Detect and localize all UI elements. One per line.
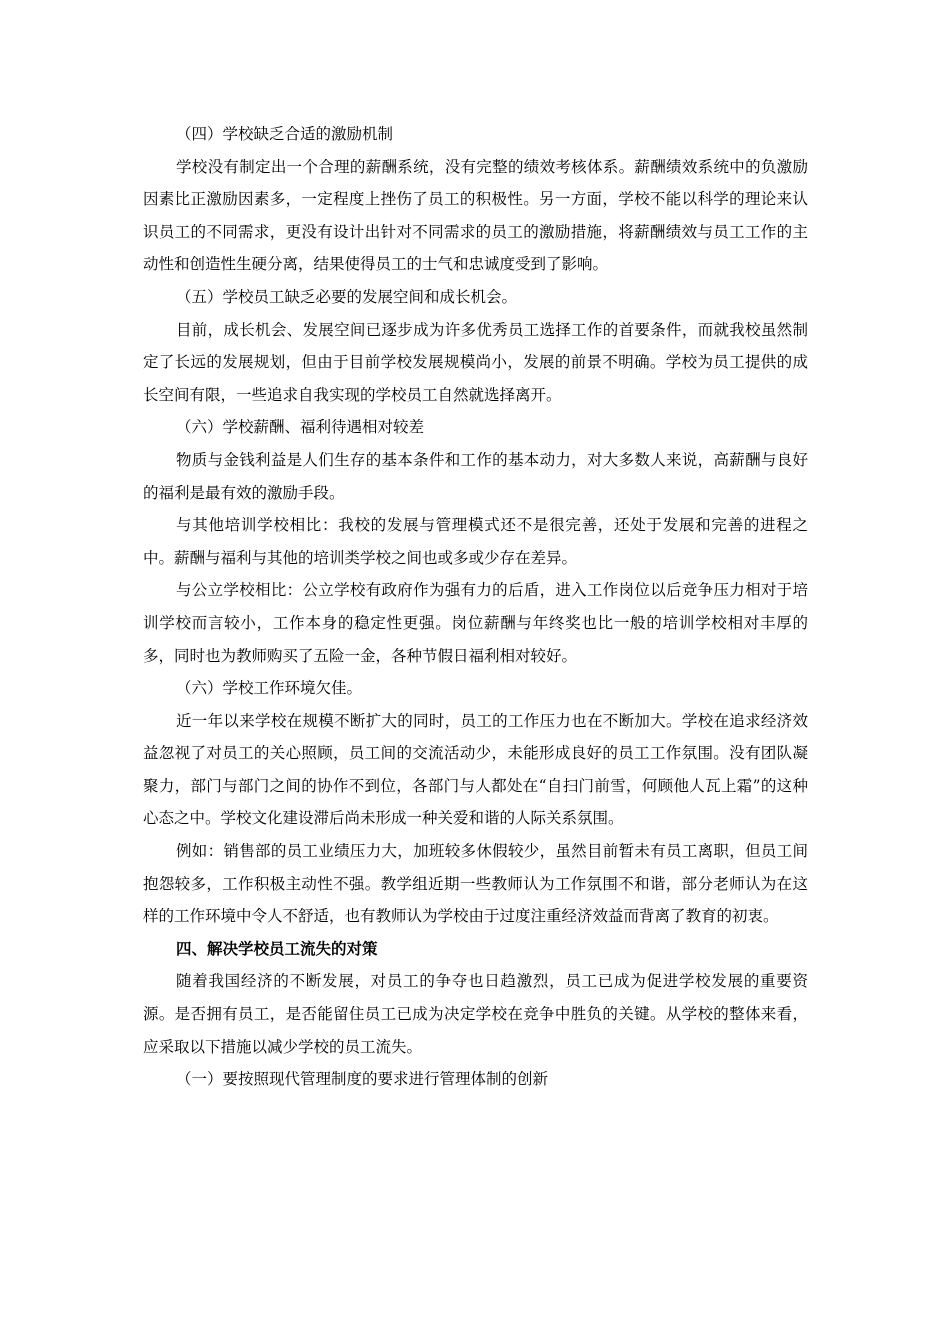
section-heading-countermeasures: 四、解决学校员工流失的对策 xyxy=(176,938,378,958)
document-page xyxy=(143,118,808,1096)
paragraph-salary-training-schools: 与其他培训学校相比：我校的发展与管理模式还不是很完善，还处于发展和完善的进程之中。薪酬与福利与其他的培训类学校之间也或多或少存在差异。 xyxy=(143,516,808,567)
paragraph-environment: 近一年以来学校在规模不断扩大的同时，员工的工作压力也在不断加大。学校在追求经济效益忽视了对员工的关心照顾，员工间的交流活动少，未能形成良好的员工工作氛围。没有团队凝聚力，部门与部门之间的协作不到位，各部门与人都处在“自扫门前雪，何顾他人瓦上霜”的这种心态之中。学校文化建设滞后尚未形成一种关爱和谐的人际关系氛围。 xyxy=(143,711,808,828)
subsection-heading-growth: （五）学校员工缺乏必要的发展空间和成长机会。 xyxy=(176,287,518,306)
paragraph-incentive: 学校没有制定出一个合理的薪酬系统，没有完整的绩效考核体系。薪酬绩效系统中的负激励因素比正激励因素多，一定程度上挫伤了员工的积极性。另一方面，学校不能以科学的理论来认识员工的不同需求，更没有设计出针对不同需求的员工的激励措施，将薪酬绩效与员工工作的主动性和创造性生硬分离，结果使得员工的士气和忠诚度受到了影响。 xyxy=(143,157,808,274)
subsection-heading-incentive: （四）学校缺乏合适的激励机制 xyxy=(176,125,394,143)
paragraph-salary-basic: 物质与金钱利益是人们生存的基本条件和工作的基本动力，对大多数人来说，高薪酬与良好的福利是最有效的激励手段。 xyxy=(143,450,808,502)
paragraph-environment-example: 例如：销售部的员工业绩压力大，加班较多休假较少，虽然目前暂未有员工离职，但员工间抱怨较多，工作积极主动性不强。教学组近期一些教师认为工作氛围不和谐，部分老师认为在这样的工作环境中令人不舒适，也有教师认为学校由于过度注重经济效益而背离了教育的初衷。 xyxy=(143,842,808,926)
subsection-heading-environment: （六）学校工作环境欠佳。 xyxy=(176,679,363,698)
subsection-heading-salary: （六）学校薪酬、福利待遇相对较差 xyxy=(176,418,425,437)
paragraph-salary-public-schools: 与公立学校相比：公立学校有政府作为强有力的后盾，进入工作岗位以后竞争压力相对于培训学校而言较小，工作本身的稳定性更强。岗位薪酬与年终奖也比一般的培训学校相对丰厚的多，同时也为教师购买了五险一金，各种节假日福利相对较好。 xyxy=(143,581,808,665)
subsection-heading-management-innovation: （一）要按照现代管理制度的要求进行管理体制的创新 xyxy=(176,1070,549,1089)
paragraph-growth: 目前，成长机会、发展空间已逐步成为许多优秀员工选择工作的首要条件，而就我校虽然制定了长远的发展规划，但由于目前学校发展规模尚小，发展的前景不明确。学校为员工提供的成长空间有限，一些追求自我实现的学校员工自然就选择离开。 xyxy=(143,320,808,404)
paragraph-countermeasures: 随着我国经济的不断发展，对员工的争夺也日趋激烈，员工已成为促进学校发展的重要资源。是否拥有员工，是否能留住员工已成为决定学校在竞争中胜负的关键。从学校的整体来看，应采取以下措施以减少学校的员工流失。 xyxy=(143,972,808,1056)
